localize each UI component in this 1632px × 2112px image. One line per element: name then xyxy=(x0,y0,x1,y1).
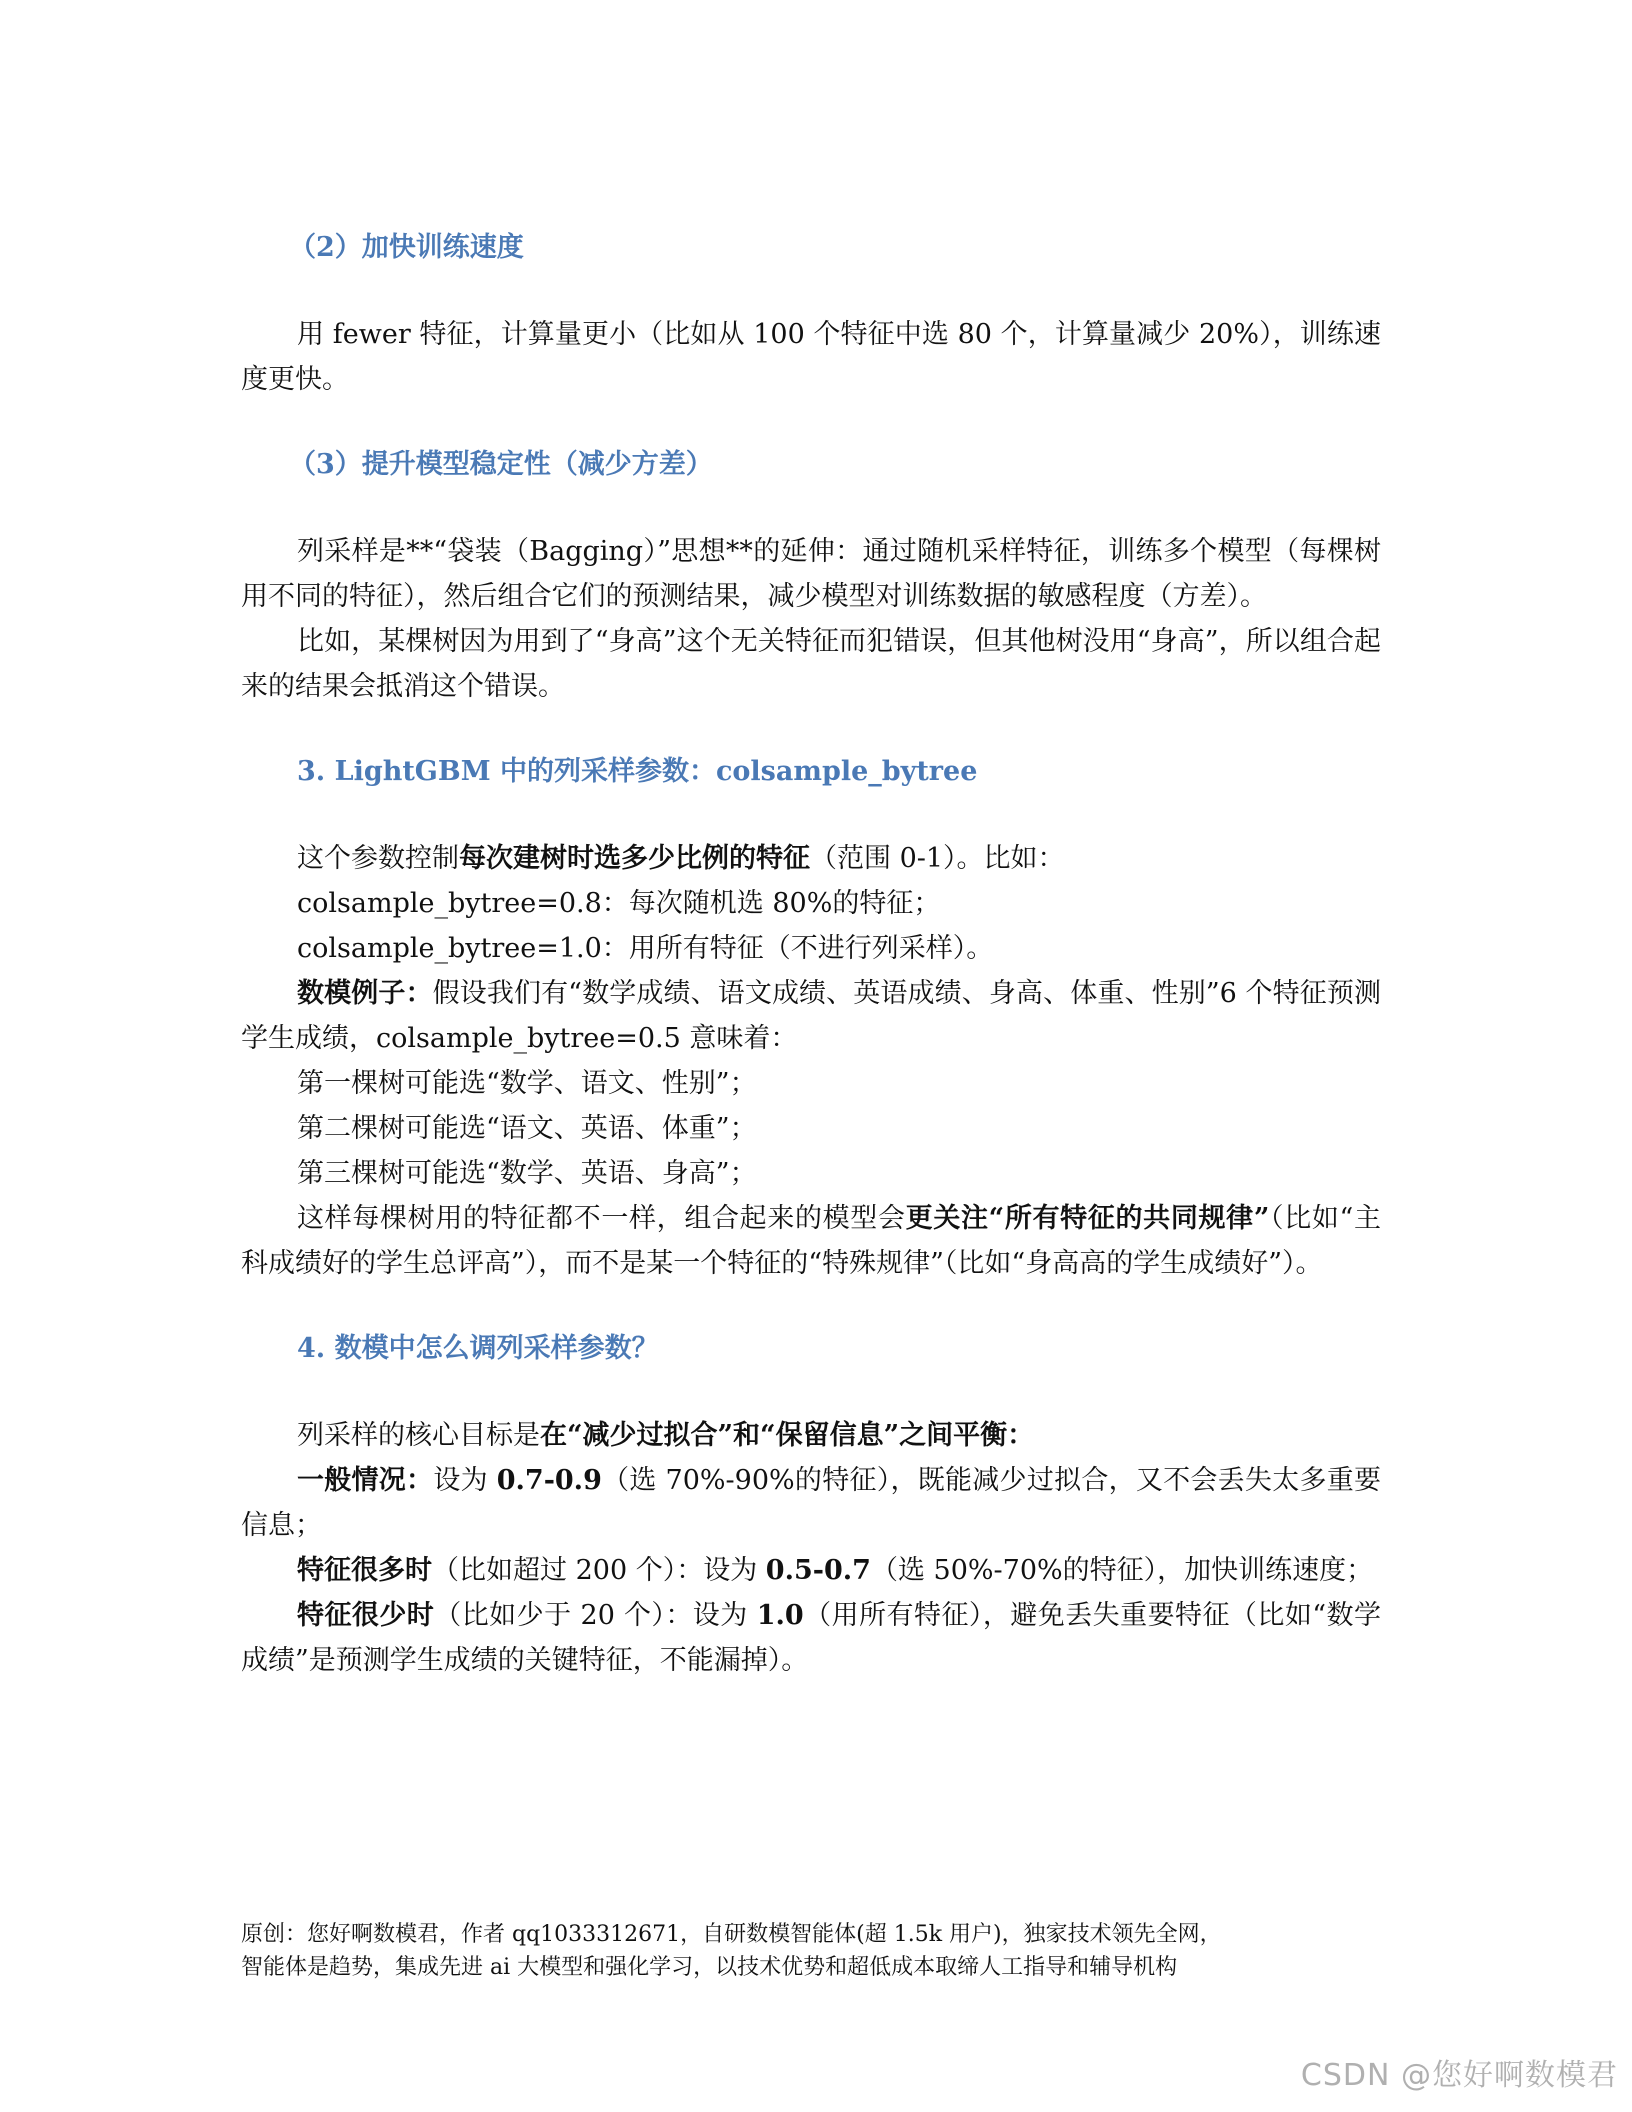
param-intro-text: 这个参数控制 xyxy=(297,843,459,874)
heading-lightgbm-colsample: 3. LightGBM 中的列采样参数：colsample_bytree xyxy=(297,756,978,787)
modeling-example-text: 假设我们有“数学成绩、语文成绩、英语成绩、身高、体重、性别”6 个特征预测学生成绩，colsample_bytree=0.5 意味着： xyxy=(241,978,1381,1054)
common-pattern-rest: （比如“主科成绩好的学生总评高”），而不是某一个特征的“特殊规律”（比如“身高高的学生成绩好”）。 xyxy=(241,1203,1382,1279)
modeling-example-label: 数模例子： xyxy=(297,978,433,1009)
core-goal-bold: 在“减少过拟合”和“保留信息”之间平衡： xyxy=(540,1420,1035,1451)
paragraph-tree-3: 第三棵树可能选“数学、英语、身高”； xyxy=(297,1158,757,1189)
many-features-text: （比如超过 200 个）：设为 xyxy=(432,1555,766,1586)
many-features-rest: （选 50%-70%的特征），加快训练速度； xyxy=(870,1555,1374,1586)
paragraph-colsample-10: colsample_bytree=1.0：用所有特征（不进行列采样）。 xyxy=(297,933,994,964)
many-features-label: 特征很多时 xyxy=(297,1555,432,1586)
core-goal-text: 列采样的核心目标是 xyxy=(297,1420,540,1451)
many-features-value: 0.5-0.7 xyxy=(765,1555,871,1586)
paragraph-few-features xyxy=(241,1593,1381,1683)
paragraph-common-pattern xyxy=(241,1196,1381,1286)
paragraph-tree-2: 第二棵树可能选“语文、英语、体重”； xyxy=(297,1113,757,1144)
paragraph-modeling-example xyxy=(241,971,1381,1061)
common-pattern-bold: 更关注“所有特征的共同规律” xyxy=(905,1203,1270,1234)
heading-tuning: 4. 数模中怎么调列采样参数？ xyxy=(297,1333,659,1364)
few-features-rest: （用所有特征），避免丢失重要特征（比如“数学成绩”是预测学生成绩的关键特征，不能漏掉）。 xyxy=(241,1600,1381,1676)
few-features-label: 特征很少时 xyxy=(297,1600,435,1631)
paragraph-training-speed: 用 fewer 特征，计算量更小（比如从 100 个特征中选 80 个，计算量减少 20%），训练速度更快。 xyxy=(241,319,1381,395)
few-features-text: （比如少于 20 个）：设为 xyxy=(434,1600,757,1631)
document-body xyxy=(241,225,1381,1683)
footer-line-2: 智能体是趋势，集成先进 ai 大模型和强化学习，以技术优势和超低成本取缔人工指导和辅导机构 xyxy=(241,1955,1178,1980)
footer-note xyxy=(241,1918,1391,1984)
paragraph-colsample-08: colsample_bytree=0.8：每次随机选 80%的特征； xyxy=(297,888,941,919)
few-features-value: 1.0 xyxy=(756,1600,804,1631)
heading-training-speed: （2）加快训练速度 xyxy=(289,232,524,263)
general-case-text: 设为 xyxy=(433,1465,497,1496)
paragraph-general-case xyxy=(241,1458,1381,1548)
paragraph-core-goal xyxy=(241,1413,1381,1458)
heading-model-stability: （3）提升模型稳定性（减少方差） xyxy=(289,449,713,480)
param-intro-bold: 每次建树时选多少比例的特征 xyxy=(459,843,810,874)
common-pattern-text: 这样每棵树用的特征都不一样，组合起来的模型会 xyxy=(297,1203,906,1234)
general-case-value: 0.7-0.9 xyxy=(496,1465,602,1496)
footer-line-1: 原创：您好啊数模君，作者 qq1033312671，自研数模智能体(超 1.5k 用户)，独家技术领先全网， xyxy=(241,1922,1222,1947)
paragraph-param-intro xyxy=(241,836,1381,881)
paragraph-many-features xyxy=(241,1548,1381,1593)
general-case-rest: （选 70%-90%的特征），既能减少过拟合，又不会丢失太多重要信息； xyxy=(241,1465,1381,1541)
param-intro-range: （范围 0-1）。比如： xyxy=(810,843,1065,874)
paragraph-tree-1: 第一棵树可能选“数学、语文、性别”； xyxy=(297,1068,757,1099)
csdn-watermark: CSDN @您好啊数模君 xyxy=(1300,2058,1618,2093)
paragraph-height-example: 比如，某棵树因为用到了“身高”这个无关特征而犯错误，但其他树没用“身高”，所以组合起来的结果会抵消这个错误。 xyxy=(241,626,1381,702)
paragraph-bagging: 列采样是**“袋装（Bagging）”思想**的延伸：通过随机采样特征，训练多个模型（每棵树用不同的特征），然后组合它们的预测结果，减少模型对训练数据的敏感程度（方差）。 xyxy=(241,536,1381,612)
general-case-label: 一般情况： xyxy=(297,1465,434,1496)
